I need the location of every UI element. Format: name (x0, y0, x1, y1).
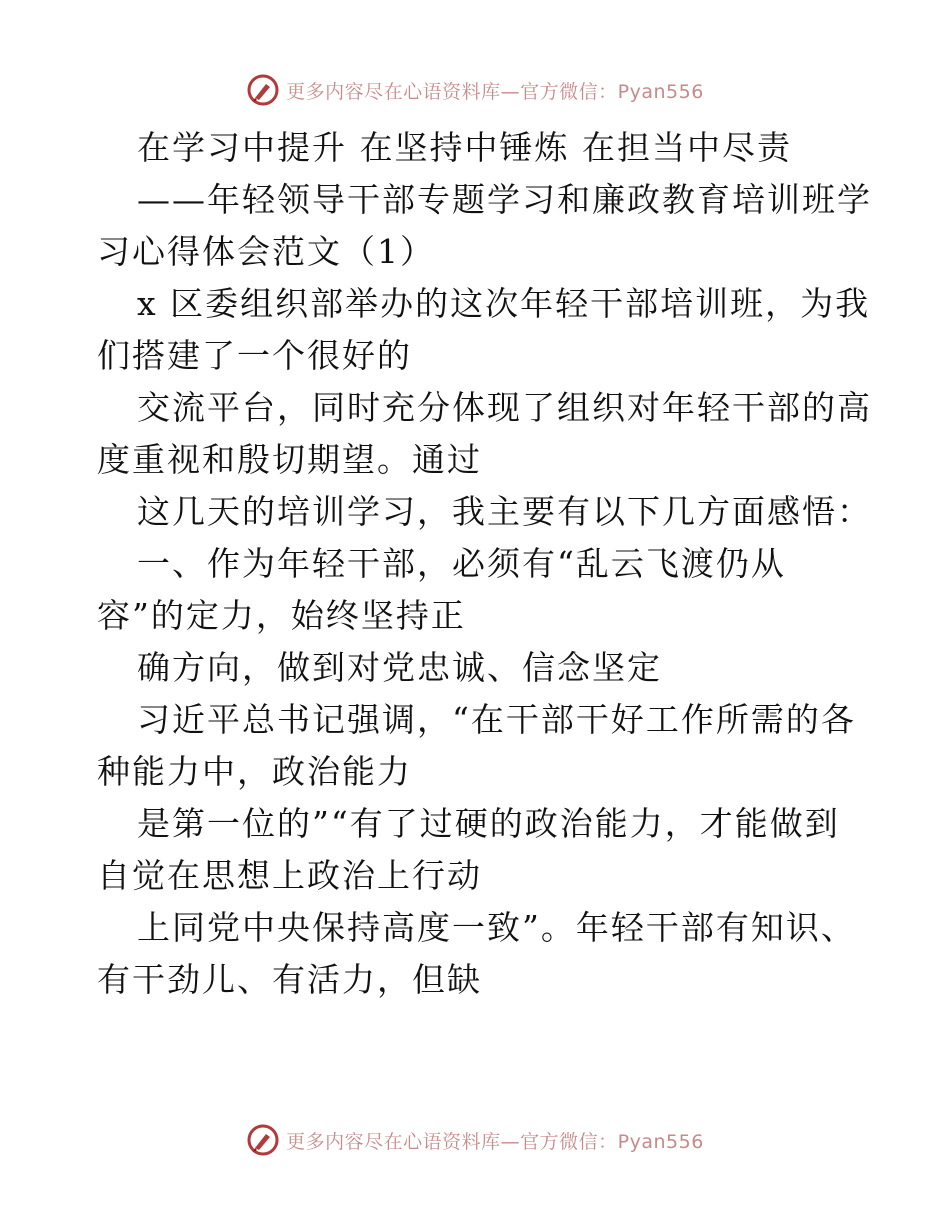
doc-line: 上同党中央保持高度一致”。年轻干部有知识、 (137, 908, 856, 947)
doc-line: 习近平总书记强调，“在干部干好工作所需的各 (137, 700, 856, 739)
watermark-text: 更多内容尽在心语资料库—官方微信：Pyan556 (286, 1130, 704, 1153)
pen-logo-icon (246, 1123, 280, 1157)
doc-line: 种能力中，政治能力 (97, 752, 412, 791)
doc-line: 习心得体会范文（1） (97, 232, 435, 271)
pen-logo-icon (246, 73, 280, 107)
doc-line: 有干劲儿、有活力，但缺 (97, 960, 482, 999)
doc-line: ——年轻领导干部专题学习和廉政教育培训班学 (137, 180, 872, 219)
doc-line: 这几天的培训学习，我主要有以下几方面感悟： (137, 492, 872, 531)
doc-line: 是第一位的”“有了过硬的政治能力，才能做到 (137, 804, 840, 843)
watermark-footer (0, 1120, 950, 1160)
doc-line: 在学习中提升 在坚持中锤炼 在担当中尽责 (137, 128, 792, 167)
watermark-text: 更多内容尽在心语资料库—官方微信：Pyan556 (286, 80, 704, 103)
doc-line: 自觉在思想上政治上行动 (97, 856, 482, 895)
document-body (97, 122, 872, 1006)
watermark-header (0, 70, 950, 110)
doc-line: 一、作为年轻干部，必须有“乱云飞渡仍从 (137, 544, 786, 583)
doc-line: 容”的定力，始终坚持正 (97, 596, 466, 635)
doc-line: 交流平台，同时充分体现了组织对年轻干部的高 (137, 388, 872, 427)
doc-line: 确方向，做到对党忠诚、信念坚定 (137, 648, 662, 687)
doc-line: 度重视和殷切期望。通过 (97, 440, 482, 479)
doc-line: 们搭建了一个很好的 (97, 336, 412, 375)
doc-line: x 区委组织部举办的这次年轻干部培训班，为我 (137, 284, 871, 323)
